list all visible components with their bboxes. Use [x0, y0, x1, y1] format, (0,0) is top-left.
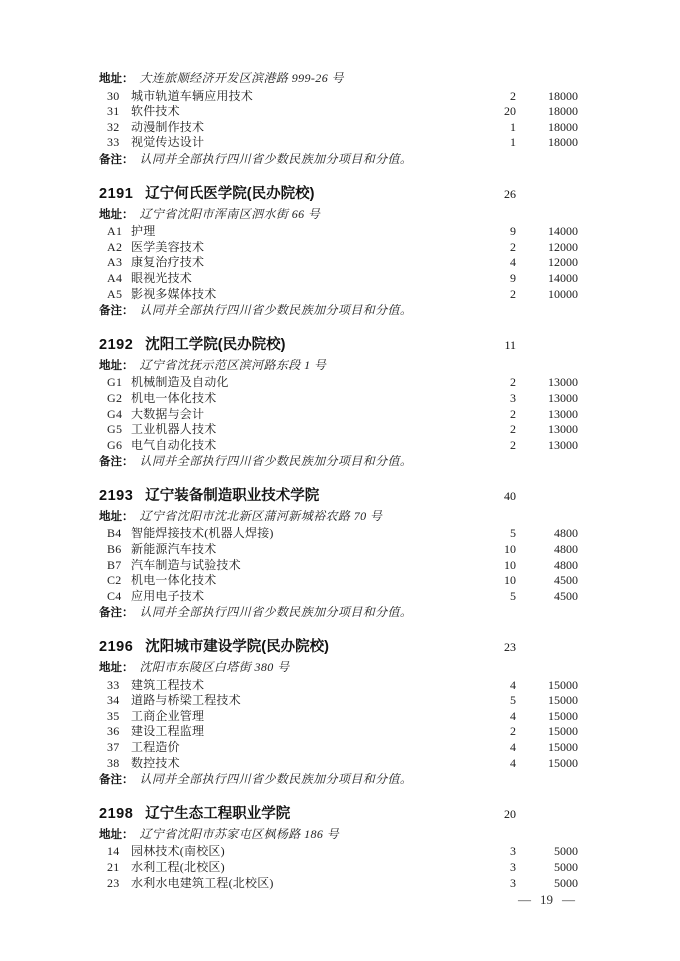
major-row [99, 240, 578, 256]
major-row [99, 678, 578, 694]
school-header [99, 184, 578, 204]
plan-count: 5 [510, 588, 516, 603]
school-header [99, 486, 578, 506]
tuition-fee: 15000 [548, 740, 578, 754]
major-name: 工程造价 [131, 740, 180, 754]
address-row [99, 660, 578, 677]
tuition-fee: 15000 [548, 708, 578, 723]
tuition-fee: 18000 [548, 88, 578, 103]
school-section [99, 486, 578, 622]
major-name: 建设工程监理 [131, 724, 205, 739]
remark-label: 备注： [99, 607, 134, 620]
major-name: 机电一体化技术 [131, 573, 217, 588]
tuition-fee: 5000 [554, 875, 578, 890]
tuition-fee: 4500 [554, 588, 578, 603]
tuition-fee: 5000 [554, 859, 578, 874]
school-header [99, 637, 578, 657]
tuition-fee: 15000 [548, 693, 578, 708]
major-code: 34 [107, 693, 120, 708]
tuition-fee: 18000 [548, 119, 578, 134]
plan-count: 4 [510, 255, 516, 270]
remark-value: 认同并全部执行四川省少数民族加分项目和分值。 [139, 605, 413, 620]
major-name: 软件技术 [131, 104, 180, 119]
address-label: 地址： [99, 359, 134, 372]
tuition-fee: 13000 [548, 375, 578, 390]
remark-value: 认同并全部执行四川省少数民族加分项目和分值。 [139, 772, 413, 787]
plan-count: 10 [504, 542, 516, 557]
major-row [99, 255, 578, 271]
major-name: 应用电子技术 [131, 588, 205, 603]
plan-count: 2 [510, 422, 516, 437]
school-name: 沈阳工学院(民办院校) [145, 336, 286, 353]
school-section [99, 804, 578, 891]
major-row [99, 271, 578, 287]
major-name: 工商企业管理 [131, 708, 205, 723]
plan-count: 1 [510, 135, 516, 150]
plan-count: 4 [510, 677, 516, 692]
tuition-fee: 5000 [554, 844, 578, 859]
address-value: 辽宁省沈阳市浑南区泗水街 66 号 [139, 206, 321, 221]
school-total-count: 20 [504, 806, 516, 821]
major-code: G2 [107, 390, 123, 405]
major-row [99, 422, 578, 438]
tuition-fee: 4800 [554, 542, 578, 557]
major-row [99, 844, 578, 860]
major-row [99, 375, 578, 391]
major-name: 新能源汽车技术 [131, 542, 217, 557]
plan-count: 10 [504, 557, 516, 572]
major-code: 37 [107, 740, 120, 754]
major-name: 水利工程(北校区) [131, 859, 225, 874]
major-name: 机械制造及自动化 [131, 375, 229, 390]
major-code: 31 [107, 104, 120, 119]
plan-count: 2 [510, 437, 516, 452]
plan-count: 5 [510, 693, 516, 708]
remark-label: 备注： [99, 153, 134, 166]
major-code: 36 [107, 724, 120, 739]
tuition-fee: 15000 [548, 724, 578, 739]
remark-label: 备注： [99, 456, 134, 469]
remark-value: 认同并全部执行四川省少数民族加分项目和分值。 [139, 303, 413, 318]
address-value: 沈阳市东陵区白塔街 380 号 [139, 660, 290, 675]
major-row [99, 135, 578, 151]
major-code: A2 [107, 239, 123, 254]
major-row [99, 287, 578, 303]
major-code: 33 [107, 135, 120, 150]
major-name: 视觉传达设计 [131, 135, 205, 150]
school-total-count: 26 [504, 186, 516, 201]
major-code: 14 [107, 844, 120, 859]
address-value: 辽宁省沈抚示范区滨河路东段 1 号 [139, 357, 327, 372]
tuition-fee: 13000 [548, 437, 578, 452]
tuition-fee: 15000 [548, 677, 578, 692]
footer-dash-left: — [518, 892, 531, 907]
major-code: G4 [107, 406, 123, 421]
school-name: 辽宁何氏医学院(民办院校) [145, 185, 315, 202]
major-name: 眼视光技术 [131, 270, 193, 285]
school-header [99, 335, 578, 355]
major-name: 城市轨道车辆应用技术 [131, 88, 254, 103]
school-name: 沈阳城市建设学院(民办院校) [145, 639, 329, 656]
document-content [99, 70, 578, 891]
major-row [99, 89, 578, 105]
major-name: 动漫制作技术 [131, 119, 205, 134]
major-code: G5 [107, 422, 123, 437]
major-code: 30 [107, 88, 120, 103]
remark-row [99, 303, 578, 320]
tuition-fee: 14000 [548, 270, 578, 285]
tuition-fee: 13000 [548, 422, 578, 437]
tuition-fee: 12000 [548, 255, 578, 270]
remark-label: 备注： [99, 774, 134, 787]
footer-dash-right: — [562, 892, 575, 907]
major-name: 汽车制造与试验技术 [131, 557, 241, 572]
major-name: 机电一体化技术 [131, 390, 217, 405]
tuition-fee: 18000 [548, 135, 578, 150]
tuition-fee: 14000 [548, 224, 578, 239]
major-name: 康复治疗技术 [131, 255, 205, 270]
plan-count: 3 [510, 844, 516, 859]
major-code: 38 [107, 755, 120, 770]
major-name: 智能焊接技术(机器人焊接) [131, 526, 274, 541]
major-code: G6 [107, 437, 123, 452]
major-code: 33 [107, 677, 120, 692]
major-row [99, 224, 578, 240]
school-name: 辽宁装备制造职业技术学院 [145, 487, 320, 504]
major-name: 水利水电建筑工程(北校区) [131, 875, 274, 890]
tuition-fee: 4800 [554, 526, 578, 541]
plan-count: 10 [504, 573, 516, 588]
school-code: 2193 [99, 487, 134, 504]
address-row [99, 71, 578, 88]
plan-count: 2 [510, 88, 516, 103]
major-row [99, 542, 578, 558]
major-code: B4 [107, 526, 122, 541]
plan-count: 2 [510, 375, 516, 390]
major-row [99, 526, 578, 542]
major-name: 影视多媒体技术 [131, 286, 217, 301]
major-row [99, 876, 578, 892]
major-row [99, 391, 578, 407]
tuition-fee: 10000 [548, 286, 578, 301]
major-code: 23 [107, 875, 120, 890]
remark-row [99, 152, 578, 169]
major-code: B7 [107, 557, 122, 572]
major-row [99, 573, 578, 589]
address-value: 辽宁省沈阳市沈北新区蒲河新城裕农路 70 号 [139, 508, 383, 523]
remark-value: 认同并全部执行四川省少数民族加分项目和分值。 [139, 454, 413, 469]
major-code: A1 [107, 224, 123, 239]
address-value: 大连旅顺经济开发区滨港路 999-26 号 [139, 71, 344, 85]
school-code: 2198 [99, 805, 134, 822]
plan-count: 9 [510, 224, 516, 239]
major-name: 护理 [131, 224, 156, 239]
major-name: 电气自动化技术 [131, 437, 217, 452]
page-number: 19 [540, 892, 553, 907]
major-name: 道路与桥梁工程技术 [131, 693, 241, 708]
remark-label: 备注： [99, 305, 134, 318]
address-label: 地址： [99, 510, 134, 523]
major-row [99, 740, 578, 756]
major-row [99, 860, 578, 876]
school-code: 2192 [99, 336, 134, 353]
school-section [99, 184, 578, 320]
major-row [99, 693, 578, 709]
major-row [99, 120, 578, 136]
major-name: 医学美容技术 [131, 239, 205, 254]
school-code: 2196 [99, 639, 134, 656]
major-code: A5 [107, 286, 123, 301]
major-row [99, 104, 578, 120]
remark-row [99, 454, 578, 471]
address-row [99, 509, 578, 526]
major-code: G1 [107, 375, 123, 390]
plan-count: 20 [504, 104, 516, 119]
remark-row [99, 605, 578, 622]
address-label: 地址： [99, 73, 134, 85]
major-name: 数控技术 [131, 755, 180, 770]
major-code: B6 [107, 542, 122, 557]
page-footer [518, 892, 575, 908]
school-name: 辽宁生态工程职业学院 [145, 805, 291, 822]
major-code: 32 [107, 119, 120, 134]
school-total-count: 40 [504, 488, 516, 503]
plan-count: 4 [510, 740, 516, 754]
address-label: 地址： [99, 208, 134, 221]
address-row [99, 827, 578, 844]
address-row [99, 207, 578, 224]
major-row [99, 558, 578, 574]
plan-count: 3 [510, 875, 516, 890]
plan-count: 4 [510, 708, 516, 723]
plan-count: 2 [510, 286, 516, 301]
major-name: 大数据与会计 [131, 406, 205, 421]
plan-count: 3 [510, 390, 516, 405]
plan-count: 1 [510, 119, 516, 134]
major-row [99, 589, 578, 605]
school-section [99, 71, 578, 169]
school-header [99, 804, 578, 824]
plan-count: 3 [510, 859, 516, 874]
major-code: C2 [107, 573, 122, 588]
major-name: 工业机器人技术 [131, 422, 217, 437]
tuition-fee: 4800 [554, 557, 578, 572]
remark-row [99, 772, 578, 789]
school-total-count: 11 [504, 337, 516, 352]
school-total-count: 23 [504, 640, 516, 655]
remark-value: 认同并全部执行四川省少数民族加分项目和分值。 [139, 151, 413, 166]
major-code: C4 [107, 588, 122, 603]
plan-count: 9 [510, 270, 516, 285]
major-code: A4 [107, 270, 123, 285]
major-row [99, 756, 578, 772]
major-row [99, 709, 578, 725]
major-name: 建筑工程技术 [131, 677, 205, 692]
tuition-fee: 18000 [548, 104, 578, 119]
major-code: A3 [107, 255, 123, 270]
tuition-fee: 15000 [548, 755, 578, 770]
address-label: 地址： [99, 828, 134, 841]
major-code: 21 [107, 859, 120, 874]
major-name: 园林技术(南校区) [131, 844, 225, 859]
school-code: 2191 [99, 185, 134, 202]
plan-count: 2 [510, 406, 516, 421]
plan-count: 2 [510, 724, 516, 739]
tuition-fee: 13000 [548, 390, 578, 405]
school-section [99, 637, 578, 789]
tuition-fee: 4500 [554, 573, 578, 588]
address-row [99, 358, 578, 375]
major-row [99, 407, 578, 423]
major-row [99, 724, 578, 740]
tuition-fee: 12000 [548, 239, 578, 254]
major-code: 35 [107, 708, 120, 723]
address-value: 辽宁省沈阳市苏家屯区枫杨路 186 号 [139, 826, 340, 841]
school-section [99, 335, 578, 471]
tuition-fee: 13000 [548, 406, 578, 421]
plan-count: 4 [510, 755, 516, 770]
address-label: 地址： [99, 662, 134, 675]
major-row [99, 438, 578, 454]
plan-count: 5 [510, 526, 516, 541]
plan-count: 2 [510, 239, 516, 254]
